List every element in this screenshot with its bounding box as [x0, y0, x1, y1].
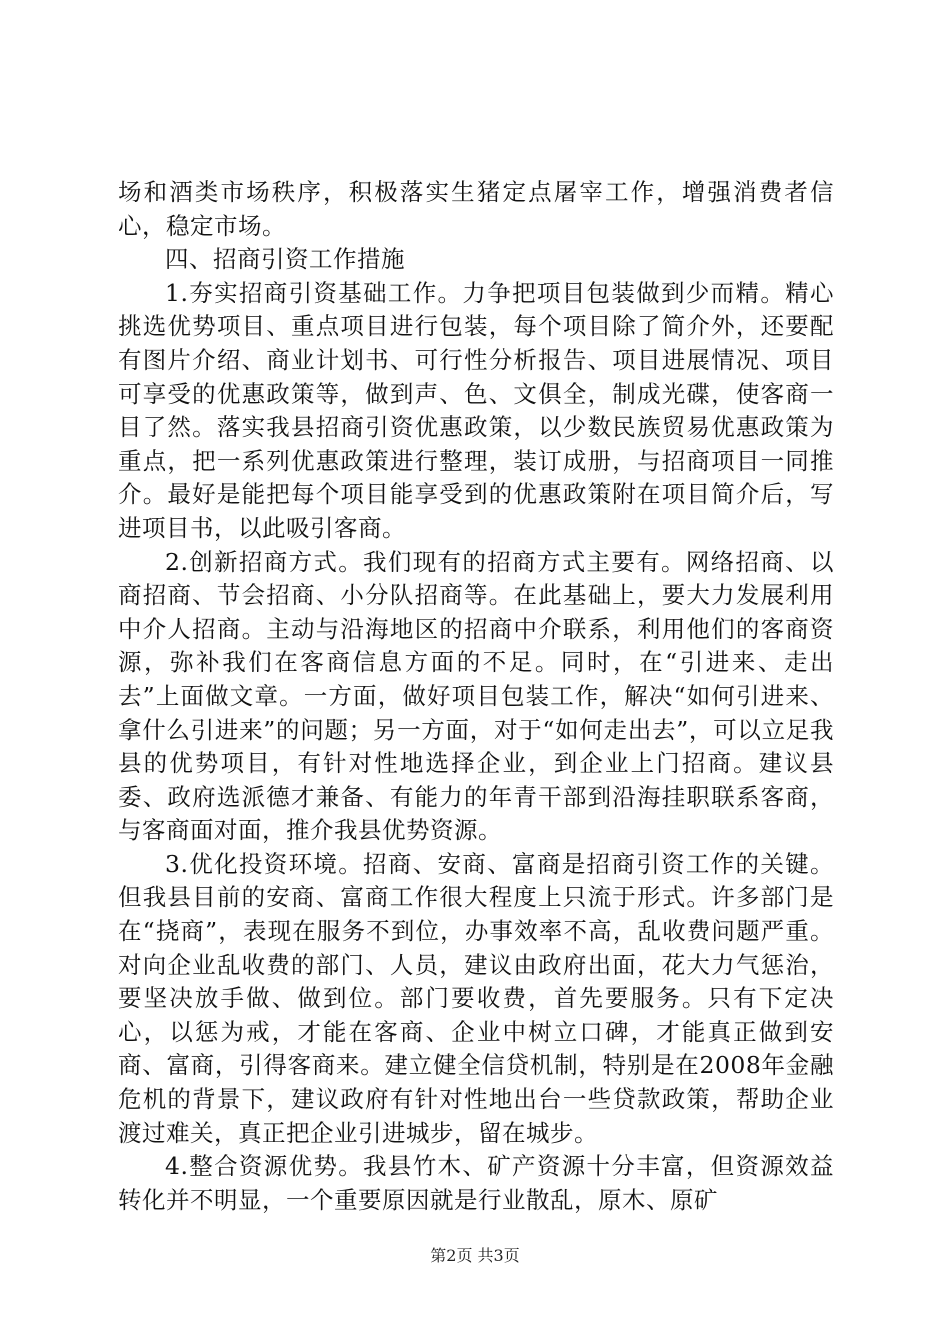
document-body [118, 176, 834, 1217]
paragraph-item-2: 2.创新招商方式。我们现有的招商方式主要有。网络招商、以商招商、节会招商、小分队招商等。在此基础上，要大力发展利用中介人招商。主动与沿海地区的招商中介联系，利用他们的客商资源，弥补我们在客商信息方面的不足。同时，在“引进来、走出去”上面做文章。一方面，做好项目包装工作，解决“如何引进来、拿什么引进来”的问题；另一方面，对于“如何走出去”，可以立足我县的优势项目，有针对性地选择企业，到企业上门招商。建议县委、政府选派德才兼备、有能力的年青干部到沿海挂职联系客商，与客商面对面，推介我县优势资源。 [118, 547, 834, 845]
paragraph-item-4: 4.整合资源优势。我县竹木、矿产资源十分丰富，但资源效益转化并不明显，一个重要原因就是行业散乱，原木、原矿 [118, 1152, 834, 1214]
page-indicator: 第2页 共3页 [430, 1246, 520, 1265]
paragraph-item-3: 3.优化投资环境。招商、安商、富商是招商引资工作的关键。但我县目前的安商、富商工作很大程度上只流于形式。许多部门是在“挠商”，表现在服务不到位，办事效率不高，乱收费问题严重。对向企业乱收费的部门、人员，建议由政府出面，花大力气惩治，要坚决放手做、做到位。部门要收费，首先要服务。只有下定决心，以惩为戒，才能在客商、企业中树立口碑，才能真正做到安商、富商，引得客商来。建立健全信贷机制，特别是在2008年金融危机的背景下，建议政府有针对性地出台一些贷款政策，帮助企业渡过难关，真正把企业引进城步，留在城步。 [118, 849, 834, 1147]
section-heading: 四、招商引资工作措施 [165, 245, 405, 274]
page-footer [0, 1243, 950, 1266]
paragraph-item-1: 1.夯实招商引资基础工作。力争把项目包装做到少而精。精心挑选优势项目、重点项目进行包装，每个项目除了简介外，还要配有图片介绍、商业计划书、可行性分析报告、项目进展情况、项目可享受的优惠政策等，做到声、色、文俱全，制成光碟，使客商一目了然。落实我县招商引资优惠政策，以少数民族贸易优惠政策为重点，把一系列优惠政策进行整理，装订成册，与招商项目一同推介。最好是能把每个项目能享受到的优惠政策附在项目简介后，写进项目书，以此吸引客商。 [118, 278, 834, 542]
paragraph-continuation: 场和酒类市场秩序，积极落实生猪定点屠宰工作，增强消费者信心，稳定市场。 [118, 178, 834, 240]
